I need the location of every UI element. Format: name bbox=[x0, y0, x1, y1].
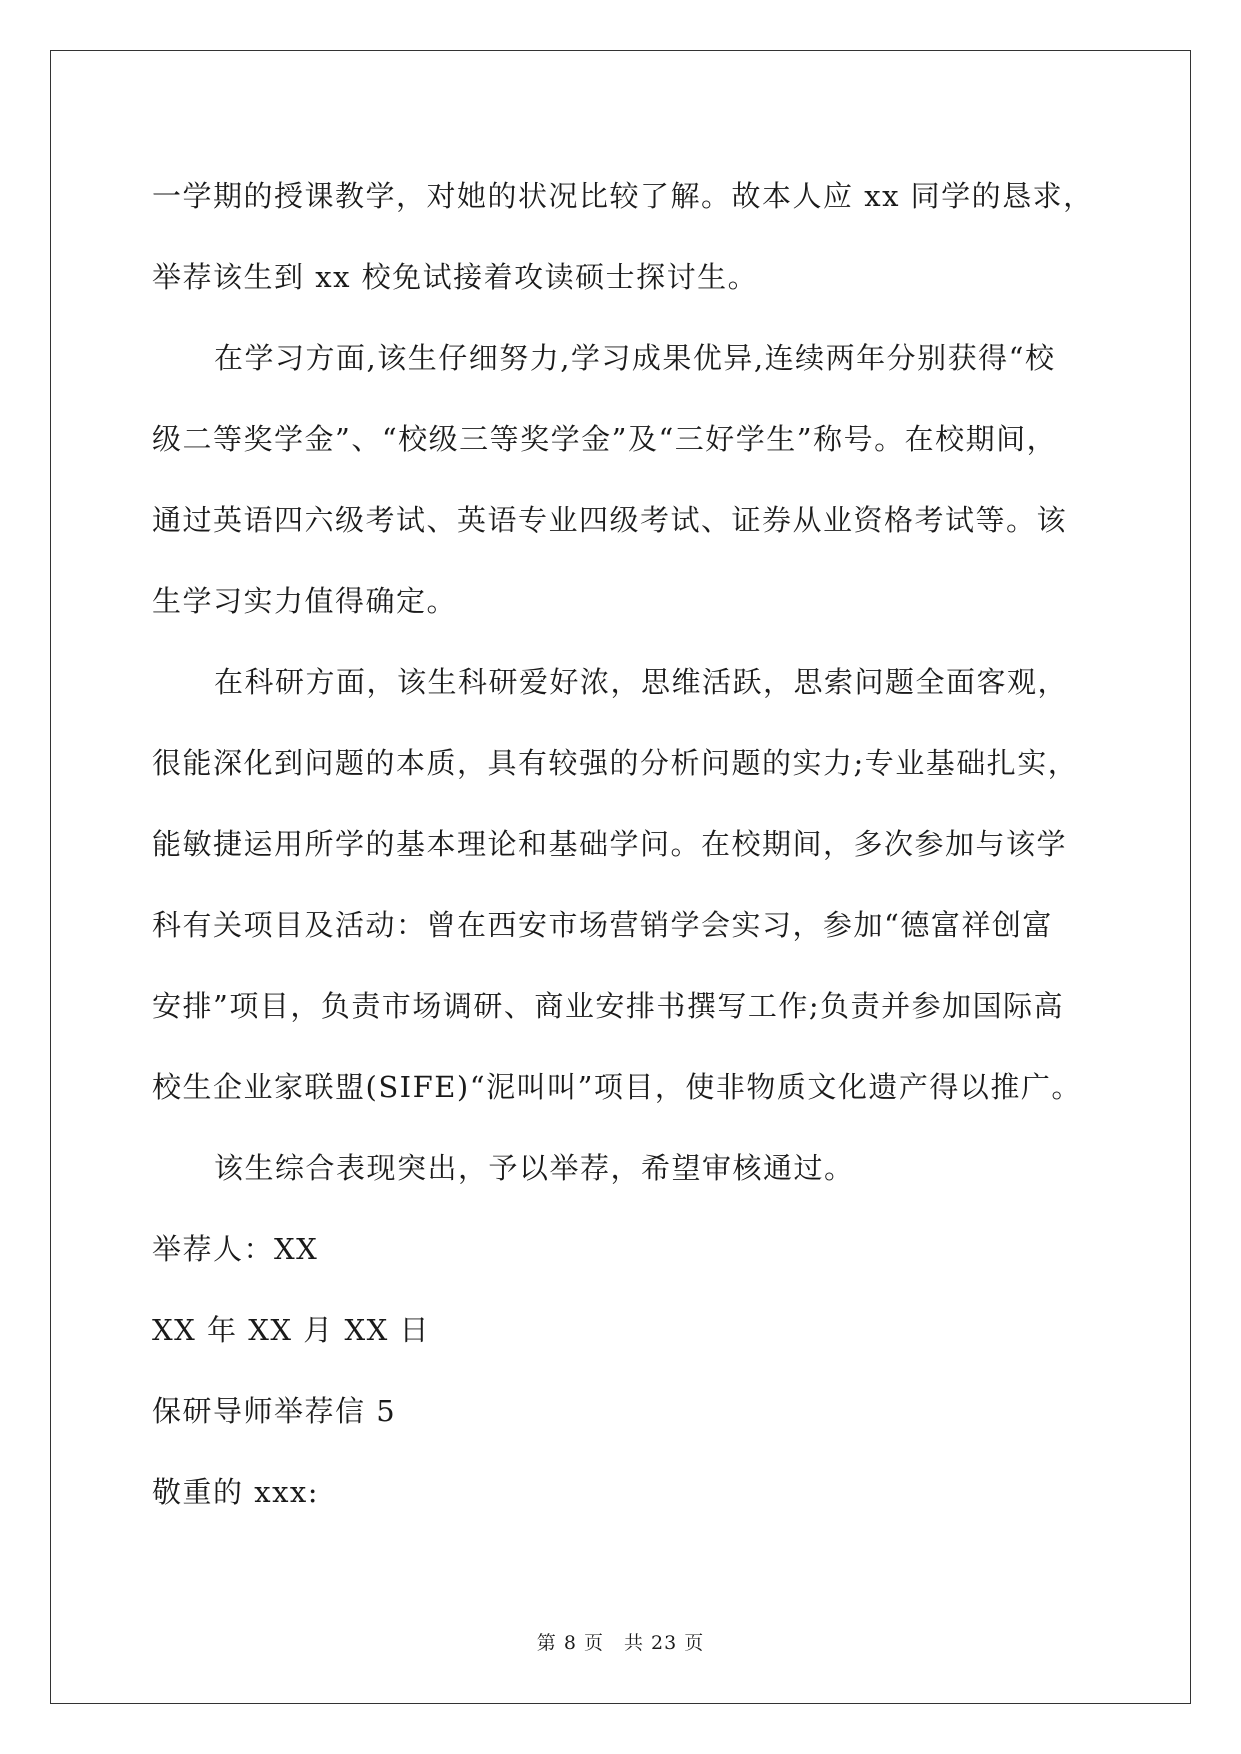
text-line: 校生企业家联盟(SIFE)“泥叫叫”项目，使非物质文化遗产得以推广。 bbox=[152, 1070, 1082, 1104]
text-line: 生学习实力值得确定。 bbox=[152, 584, 458, 618]
page-number-footer: 第 8 页 共 23 页 bbox=[536, 1632, 705, 1654]
salutation-line: 敬重的 xxx: bbox=[152, 1475, 320, 1509]
section-title: 保研导师举荐信 5 bbox=[152, 1394, 397, 1428]
text-line: 科有关项目及活动：曾在西安市场营销学会实习，参加“德富祥创富 bbox=[152, 908, 1053, 942]
paragraph-start-line: 在学习方面,该生仔细努力,学习成果优异,连续两年分别获得“校 bbox=[214, 341, 1056, 375]
text-line: 举荐该生到 xx 校免试接着攻读硕士探讨生。 bbox=[152, 260, 759, 294]
text-line: 能敏捷运用所学的基本理论和基础学问。在校期间，多次参加与该学 bbox=[152, 827, 1068, 861]
paragraph-start-line: 该生综合表现突出，予以举荐，希望审核通过。 bbox=[214, 1151, 855, 1185]
text-line: 通过英语四六级考试、英语专业四级考试、证券从业资格考试等。该 bbox=[152, 503, 1068, 537]
paragraph-start-line: 在科研方面，该生科研爱好浓，思维活跃，思索问题全面客观， bbox=[214, 665, 1069, 699]
text-line: 一学期的授课教学，对她的状况比较了解。故本人应 xx 同学的恳求， bbox=[152, 179, 1094, 213]
page-border bbox=[50, 50, 1191, 1704]
date-line: XX 年 XX 月 XX 日 bbox=[152, 1313, 430, 1347]
recommender-line: 举荐人：XX bbox=[152, 1232, 319, 1266]
text-line: 级二等奖学金”、“校级三等奖学金”及“三好学生”称号。在校期间， bbox=[152, 422, 1058, 456]
text-line: 安排”项目，负责市场调研、商业安排书撰写工作;负责并参加国际高 bbox=[152, 989, 1065, 1023]
text-line: 很能深化到问题的本质，具有较强的分析问题的实力;专业基础扎实， bbox=[152, 746, 1079, 780]
